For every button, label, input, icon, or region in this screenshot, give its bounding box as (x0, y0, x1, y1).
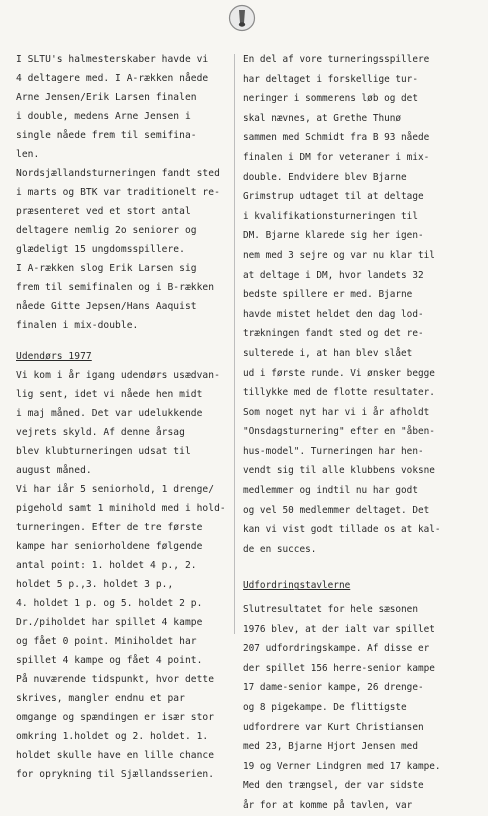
text-line: at deltage i DM, hvor landets 32 (243, 269, 424, 281)
text-line: Vi kom i år igang udendørs usædvan- (16, 370, 220, 381)
text-line: double. Endvidere blev Bjarne (243, 171, 407, 183)
text-line: og fået 0 point. Miniholdet har (16, 636, 197, 647)
text-line: 4 deltagere med. I A-rækken nåede (16, 73, 209, 84)
text-line: single nåede frem til semifina- (16, 130, 197, 141)
text-line: hus-model". Turneringen har hen- (243, 445, 424, 457)
section-heading-udfordringstavlerne: Udfordringstavlerne (243, 580, 351, 592)
text-line: nem med 3 sejre og var nu klar til (243, 249, 435, 261)
text-line: spillet 4 kampe og fået 4 point. (16, 655, 203, 666)
text-line: august måned. (16, 465, 92, 476)
paragraph-udendors (16, 366, 226, 784)
text-line: 207 udfordringskampe. Af disse er (243, 643, 430, 655)
text-line: vejrets skyld. Af denne årsag (16, 427, 185, 438)
text-line: medlemmer og indtil nu har godt (243, 485, 418, 497)
text-line: i kvalifikationsturneringen til (243, 210, 418, 222)
text-line: I A-rækken slog Erik Larsen sig (16, 263, 197, 274)
text-line: len. (16, 149, 40, 160)
text-line: år for at komme på tavlen, var (243, 799, 413, 811)
text-line: "Onsdagsturnering" efter en "åben- (243, 426, 435, 438)
text-line: antal point: 1. holdet 4 p., 2. (16, 560, 197, 571)
text-line: har deltaget i forskellige tur- (243, 73, 418, 85)
text-line: bedste spillere er med. Bjarne (243, 289, 413, 301)
text-line: finalen i mix-double. (16, 320, 139, 331)
text-line: sammen med Schmidt fra B 93 nåede (243, 132, 430, 144)
text-line: 4. holdet 1 p. og 5. holdet 2 p. (16, 598, 203, 609)
text-line: der spillet 156 herre-senior kampe (243, 662, 435, 674)
text-line: Nordsjællandsturneringen fandt sted (16, 168, 220, 179)
text-line: kan vi vist godt tillade os at kal- (243, 524, 441, 536)
text-line: ud i første runde. Vi ønsker begge (243, 367, 435, 379)
text-line: præsenteret ved et stort antal (16, 206, 191, 217)
paragraph-gap (243, 559, 475, 576)
text-line: Med den trængsel, der var sidste (243, 780, 424, 792)
text-line: Som noget nyt har vi i år afholdt (243, 406, 430, 418)
text-line: omgange og spændingen er især stor (16, 712, 215, 723)
text-line: nåede Gitte Jepsen/Hans Aaquist (16, 301, 197, 312)
text-line: udfordrere var Kurt Christiansen (243, 721, 424, 733)
text-line: kampe har seniorholdene følgende (16, 541, 203, 552)
paragraph-turneringsspillere (243, 50, 475, 559)
text-line: skal nævnes, at Grethe Thunø (243, 112, 402, 124)
right-column (243, 50, 475, 816)
text-line: Arne Jensen/Erik Larsen finalen (16, 92, 197, 103)
text-line: Vi har iår 5 seniorhold, 1 drenge/ (16, 484, 215, 495)
text-line: En del af vore turneringsspillere (243, 54, 430, 65)
text-line: blev klubturneringen udsat til (16, 446, 191, 457)
text-line: og 8 pigekampe. De flittigste (243, 702, 407, 713)
section-heading-udendors: Udendørs 1977 (16, 351, 92, 362)
text-line: finalen i DM for veteraner i mix- (243, 151, 430, 163)
left-column (16, 50, 226, 784)
column-divider (234, 54, 235, 634)
text-line: DM. Bjarne klarede sig her igen- (243, 230, 424, 242)
text-line: På nuværende tidspunkt, hvor dette (16, 674, 215, 685)
text-line: i double, medens Arne Jensen i (16, 111, 191, 122)
text-line: med 23, Bjarne Hjort Jensen med (243, 741, 418, 753)
text-line: pigehold samt 1 minihold med i hold- (16, 503, 226, 514)
paragraph-udfordringstavlerne (243, 600, 475, 816)
text-line: holdet 5 p.,3. holdet 3 p., (16, 579, 174, 590)
text-line: I SLTU's halmesterskaber havde vi (16, 54, 209, 65)
text-line: tillykke med de flotte resultater. (243, 387, 435, 399)
club-emblem-icon (228, 4, 256, 32)
text-line: 19 og Verner Lindgren med 17 kampe. (243, 760, 441, 772)
text-line: havde mistet heldet den dag lod- (243, 308, 424, 320)
paragraph-gap (16, 335, 226, 347)
text-line: Grimstrup udtaget til at deltage (243, 191, 424, 203)
text-line: neringer i sommerens løb og det (243, 93, 418, 105)
text-line: skrives, mangler endnu et par (16, 693, 185, 704)
text-line: de en succes. (243, 543, 317, 555)
paragraph-nordsjaelland (16, 164, 226, 335)
text-line: lig sent, idet vi nåede hen midt (16, 389, 203, 400)
text-line: Slutresultatet for hele sæsonen (243, 604, 418, 616)
text-line: og vel 50 medlemmer deltaget. Det (243, 504, 430, 516)
text-line: vendt sig til alle klubbens voksne (243, 465, 435, 477)
paragraph-halmesterskaber (16, 50, 226, 164)
text-line: turneringen. Efter de tre første (16, 522, 203, 533)
text-line: 1976 blev, at der ialt var spillet (243, 623, 435, 635)
text-line: frem til semifinalen og i B-rækken (16, 282, 215, 293)
text-line: trækningen fandt sted og det re- (243, 328, 424, 340)
text-line: omkring 1.holdet og 2. holdet. 1. (16, 731, 209, 742)
text-line: deltagere nemlig 2o seniorer og (16, 225, 197, 236)
text-line: for oprykning til Sjællandsserien. (16, 769, 215, 780)
text-line: i marts og BTK var traditionelt re- (16, 187, 220, 198)
text-line: holdet skulle have en lille chance (16, 750, 215, 761)
text-line: sulterede i, at han blev slået (243, 347, 413, 359)
text-line: i maj måned. Det var udelukkende (16, 408, 203, 419)
text-line: glædeligt 15 ungdomsspillere. (16, 244, 185, 255)
text-line: Dr./piholdet har spillet 4 kampe (16, 617, 203, 628)
text-line: 17 dame-senior kampe, 26 drenge- (243, 682, 424, 694)
